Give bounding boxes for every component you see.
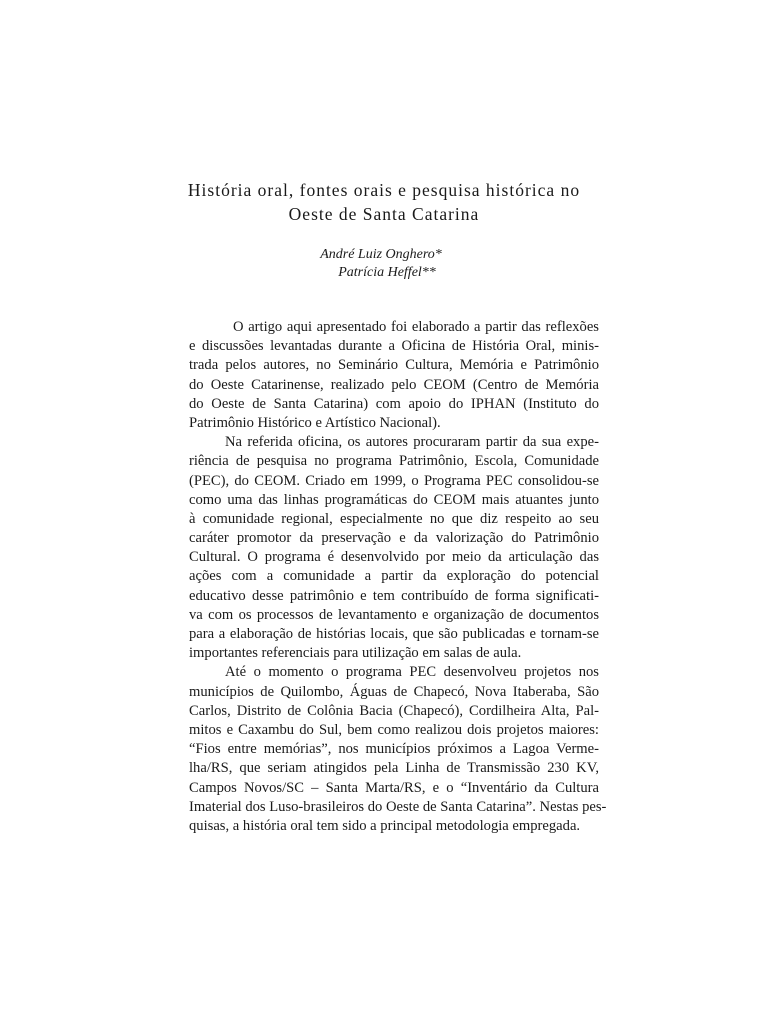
body-text-line: O artigo aqui apresentado foi elaborado a partir das reflexões — [233, 319, 599, 335]
author-name: Patrícia Heffel** — [338, 265, 436, 280]
body-text-line: importantes referenciais para utilização em salas de aula. — [189, 645, 522, 662]
body-text-line: mitos e Caxambu do Sul, bem como realizou dois projetos maiores: — [189, 721, 599, 738]
article-title-line: Oeste de Santa Catarina — [288, 204, 480, 224]
article-title — [150, 178, 618, 226]
body-text-line: (PEC), do CEOM. Criado em 1999, o Programa PEC consolidou-se — [189, 472, 599, 489]
author-list — [150, 246, 618, 282]
body-text-line: lha/RS, que seriam atingidos pela Linha de Transmissão 230 KV, — [189, 760, 599, 777]
body-text-line: do Oeste de Santa Catarina) com apoio do IPHAN (Instituto do — [189, 395, 599, 412]
article-body — [189, 318, 607, 836]
author-name: André Luiz Onghero* — [320, 247, 442, 262]
body-text-line: “Fios entre memórias”, nos municípios próximos a Lagoa Verme- — [189, 741, 599, 758]
body-text-line: e discussões levantadas durante a Oficina de História Oral, minis- — [189, 338, 599, 355]
body-text-line: Na referida oficina, os autores procuraram partir da sua expe- — [225, 434, 599, 451]
body-text-line: educativo desse patrimônio e tem contribuído de forma significati- — [189, 587, 599, 604]
body-text-line: à comunidade regional, especialmente no que diz respeito ao seu — [189, 510, 599, 527]
body-text-line: Patrimônio Histórico e Artístico Nacional). — [189, 414, 441, 431]
body-text-line: trada pelos autores, no Seminário Cultura, Memória e Patrimônio — [189, 357, 599, 374]
body-text-line: quisas, a história oral tem sido a principal metodologia empregada. — [189, 817, 581, 834]
body-text-line: como uma das linhas programáticas do CEOM mais atuantes junto — [189, 491, 599, 508]
body-text-line: Campos Novos/SC – Santa Marta/RS, e o “Inventário da Cultura — [189, 779, 599, 796]
body-text-line: riência de pesquisa no programa Patrimônio, Escola, Comunidade — [189, 453, 599, 470]
body-text-line: va com os processos de levantamento e organização de documentos — [189, 606, 599, 623]
body-text-line: municípios de Quilombo, Águas de Chapecó, Nova Itaberaba, São — [189, 683, 599, 700]
body-text-line: caráter promotor da preservação e da valorização do Patrimônio — [189, 530, 599, 547]
body-text-line: Cultural. O programa é desenvolvido por meio da articulação das — [189, 549, 599, 566]
body-text-line: Carlos, Distrito de Colônia Bacia (Chapecó), Cordilheira Alta, Pal- — [189, 702, 599, 719]
article-title-line: História oral, fontes orais e pesquisa histórica no — [187, 180, 581, 200]
body-text-line: Até o momento o programa PEC desenvolveu projetos nos — [225, 664, 599, 681]
body-text-line: ações com a comunidade a partir da exploração do potencial — [189, 568, 599, 585]
body-text-line: do Oeste Catarinense, realizado pelo CEOM (Centro de Memória — [189, 376, 599, 393]
body-text-line: para a elaboração de histórias locais, que são publicadas e tornam-se — [189, 626, 599, 642]
body-text-line: Imaterial dos Luso-brasileiros do Oeste de Santa Catarina”. Nestas pes- — [189, 798, 607, 815]
